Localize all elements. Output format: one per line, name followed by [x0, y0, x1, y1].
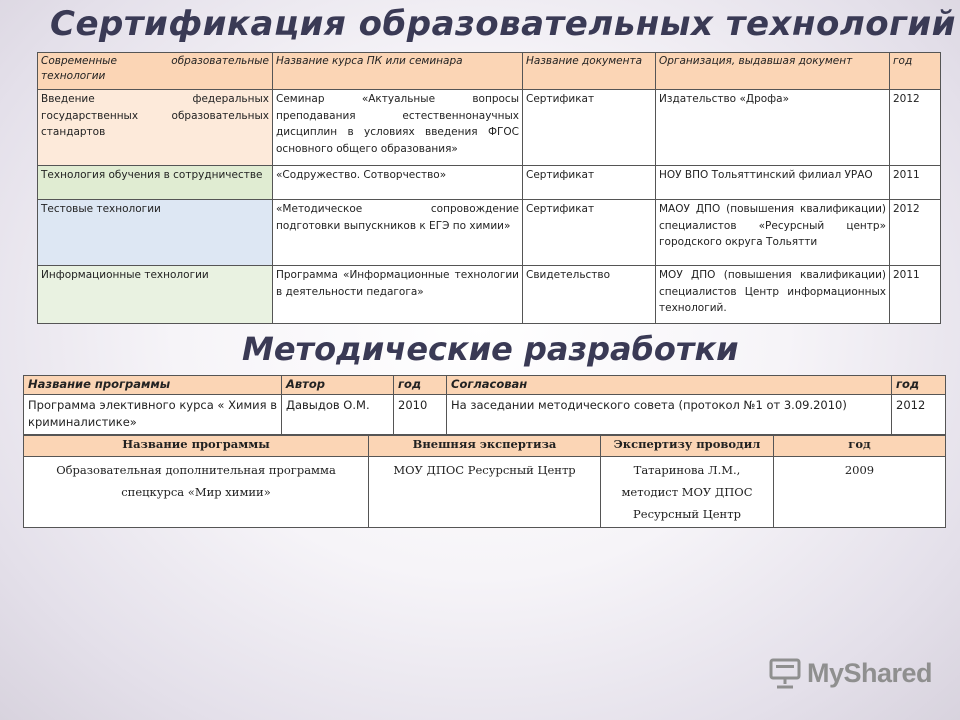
column-header: Экспертизу проводил — [601, 436, 774, 457]
column-header: Современные образовательные технологии — [38, 53, 273, 90]
table-cell: 2010 — [394, 395, 447, 435]
table-row — [38, 266, 941, 324]
column-header: год — [394, 376, 447, 395]
table-header-row — [24, 376, 946, 395]
table-cell: МАОУ ДПО (повышения квалификации) специалистов «Ресурсный центр» городского округа Тольятти — [656, 200, 890, 266]
programs-table — [23, 375, 946, 435]
watermark-text: MyShared — [807, 657, 933, 688]
column-header: Название документа — [523, 53, 656, 90]
table-row — [24, 457, 946, 528]
table-cell: 2011 — [890, 166, 941, 200]
table-cell: Татаринова Л.М., методист МОУ ДПОС Ресурсный Центр — [601, 457, 774, 528]
column-header: Автор — [282, 376, 394, 395]
column-header: Организация, выдавшая документ — [656, 53, 890, 90]
table-cell: Свидетельство — [523, 266, 656, 324]
column-header: год — [892, 376, 946, 395]
table-header-row — [38, 53, 941, 90]
table-cell: «Содружество. Сотворчество» — [273, 166, 523, 200]
certification-table — [37, 52, 941, 324]
table-row — [38, 166, 941, 200]
table-cell: НОУ ВПО Тольяттинский филиал УРАО — [656, 166, 890, 200]
table-cell: Образовательная дополнительная программа спецкурса «Мир химии» — [24, 457, 369, 528]
table-cell: Сертификат — [523, 166, 656, 200]
table-row — [24, 395, 946, 435]
table-cell: Тестовые технологии — [38, 200, 273, 266]
table-cell: МОУ ДПОС Ресурсный Центр — [369, 457, 601, 528]
column-header: Название программы — [24, 436, 369, 457]
table-row — [38, 90, 941, 166]
column-header: Название программы — [24, 376, 282, 395]
presentation-icon — [768, 657, 802, 689]
table-cell: Технология обучения в сотрудничестве — [38, 166, 273, 200]
table-cell: Программа элективного курса « Химия в криминалистике» — [24, 395, 282, 435]
column-header: год — [890, 53, 941, 90]
expertise-table — [23, 435, 946, 528]
table-cell: 2009 — [774, 457, 946, 528]
column-header: Согласован — [447, 376, 892, 395]
table-cell: 2011 — [890, 266, 941, 324]
column-header: Название курса ПК или семинара — [273, 53, 523, 90]
column-header: Внешняя экспертиза — [369, 436, 601, 457]
table-cell: Давыдов О.М. — [282, 395, 394, 435]
table-cell: 2012 — [890, 90, 941, 166]
table-cell: Программа «Информационные технологии в деятельности педагога» — [273, 266, 523, 324]
table-cell: Информационные технологии — [38, 266, 273, 324]
table-row — [38, 200, 941, 266]
column-header: год — [774, 436, 946, 457]
table-cell: Издательство «Дрофа» — [656, 90, 890, 166]
table-cell: Семинар «Актуальные вопросы преподавания естественнонаучных дисциплин в условиях введения ФГОС основного общего образования» — [273, 90, 523, 166]
section-title: Методические разработки — [242, 330, 739, 368]
page-title: Сертификация образовательных технологий — [50, 4, 956, 44]
table-cell: Введение федеральных государственных образовательных стандартов — [38, 90, 273, 166]
table-header-row — [24, 436, 946, 457]
table-cell: Сертификат — [523, 200, 656, 266]
table-cell: 2012 — [892, 395, 946, 435]
table-cell: «Методическое сопровождение подготовки выпускников к ЕГЭ по химии» — [273, 200, 523, 266]
table-cell: МОУ ДПО (повышения квалификации) специалистов Центр информационных технологий. — [656, 266, 890, 324]
table-cell: 2012 — [890, 200, 941, 266]
table-cell: Сертификат — [523, 90, 656, 166]
watermark-logo — [768, 656, 932, 690]
table-cell: На заседании методического совета (протокол №1 от 3.09.2010) — [447, 395, 892, 435]
